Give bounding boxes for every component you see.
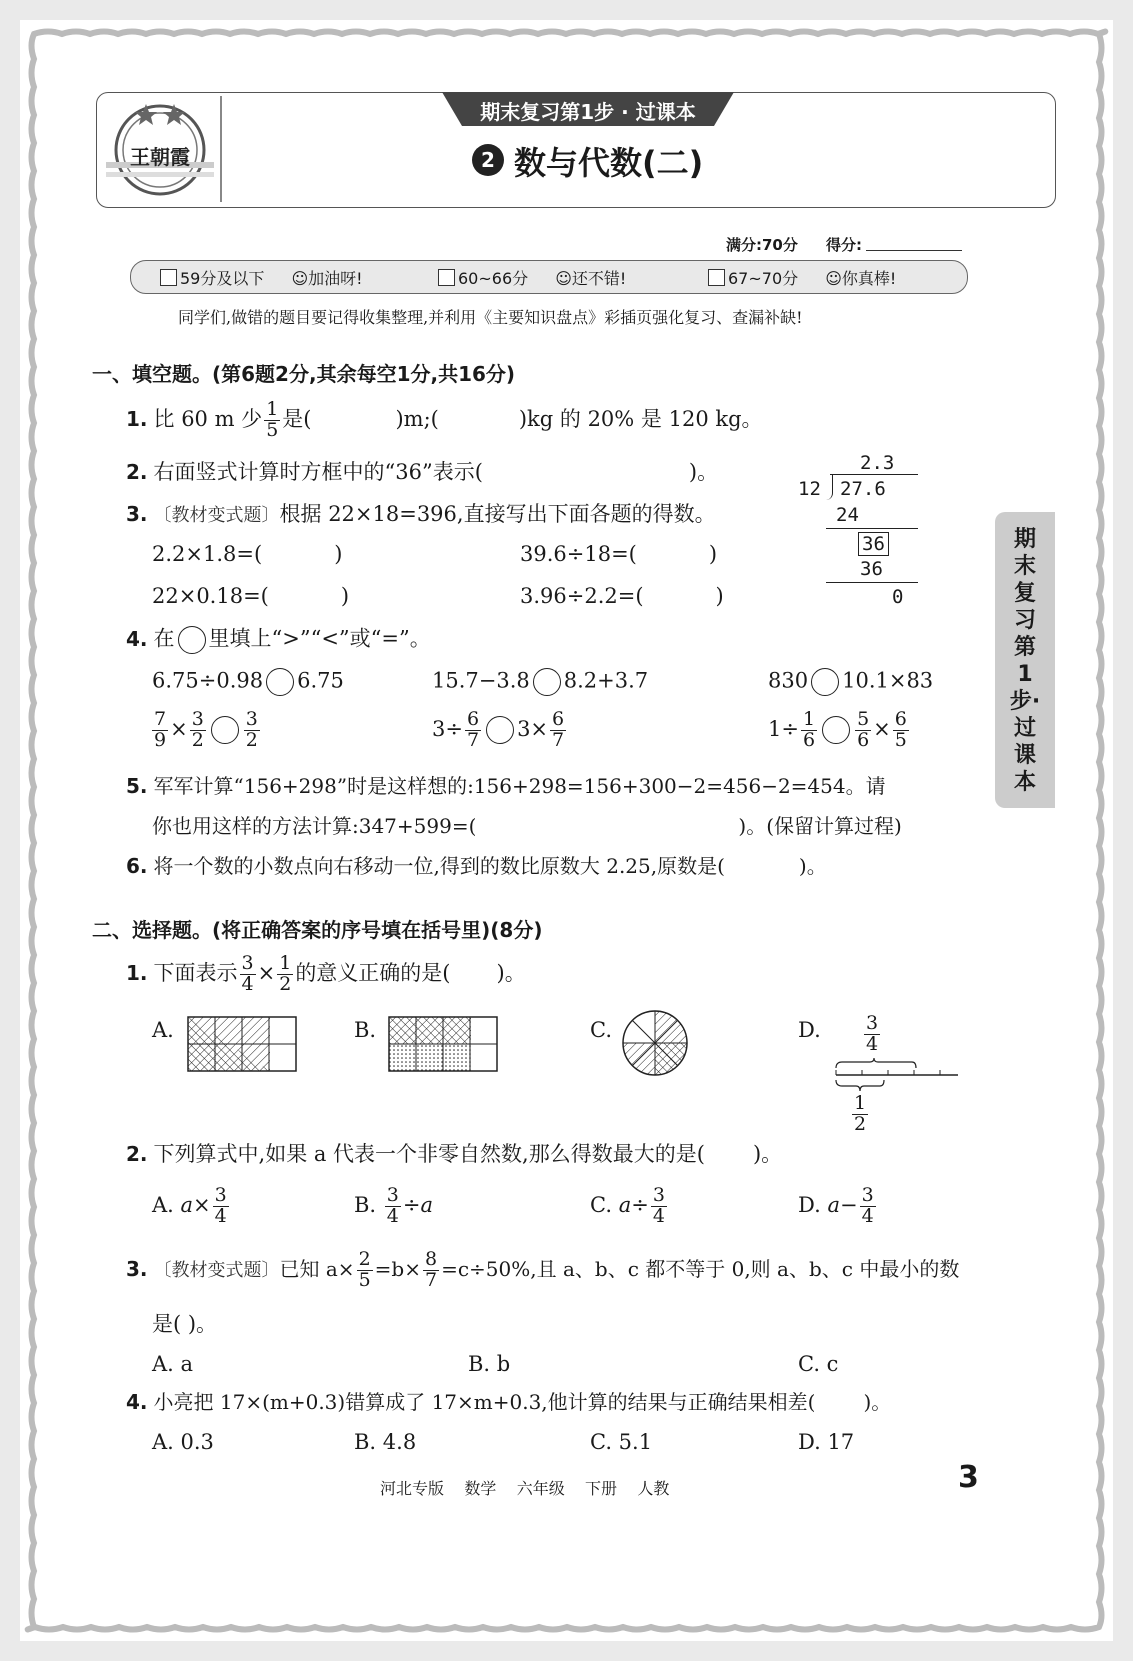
q2-3-optB[interactable]: B. b: [468, 1352, 511, 1376]
q2-4-optD[interactable]: D. 17: [798, 1430, 855, 1454]
figure-d-bottom-fraction: $\frac{1}{2}$: [854, 1092, 867, 1135]
step-banner: 期末复习第1步 · 过课本: [480, 100, 696, 124]
face-icon: ☺: [291, 269, 309, 288]
figure-d-top-fraction: $\frac{3}{4}$: [866, 1012, 879, 1055]
figure-a-grid: [187, 1016, 297, 1072]
q1-5-line2: 你也用这样的方法计算:347+599=( )。(保留计算过程): [152, 814, 902, 838]
division-divisor: 12: [798, 478, 821, 500]
q1-4-r1b: 15.7−3.8 8.2+3.7: [432, 668, 648, 696]
division-boxed-36: 36: [858, 532, 889, 556]
q2-2-optA[interactable]: A. a× $\frac{3}{4}$: [152, 1184, 227, 1227]
level-checkbox-3[interactable]: [708, 269, 725, 286]
compare-circle[interactable]: [811, 668, 839, 696]
side-tab-label: 期末复习第1步·过课本: [1009, 527, 1041, 795]
division-partial-1: 24: [836, 504, 859, 526]
face-icon: ☺: [825, 269, 842, 288]
division-partial-2: 36: [860, 558, 883, 580]
q1-2: 2. 右面竖式计算时方框中的“36”表示( )。: [126, 460, 719, 484]
q2-2: 2. 下列算式中,如果 a 代表一个非零自然数,那么得数最大的是( )。: [126, 1142, 783, 1166]
division-line-1: [826, 528, 918, 529]
score-level-2: 60~66分 ☺还不错!: [438, 266, 626, 289]
face-icon: ☺: [555, 269, 572, 288]
q2-2-optD[interactable]: D. a− $\frac{3}{4}$: [798, 1184, 874, 1227]
chapter-mark: 2: [472, 144, 504, 176]
q2-1-optD[interactable]: D.: [798, 1018, 821, 1042]
q1-4-r2b: 3÷ $\frac{6}{7}$ 3× $\frac{6}{7}$: [432, 708, 565, 751]
division-remainder: 0: [892, 586, 904, 608]
compare-circle[interactable]: [486, 716, 514, 744]
page-number: 3: [958, 1460, 979, 1495]
footer-text: 河北专版 数学 六年级 下册 人教: [380, 1479, 670, 1498]
compare-circle[interactable]: [178, 626, 206, 654]
figure-b-grid: [388, 1016, 498, 1072]
level-checkbox-2[interactable]: [438, 269, 455, 286]
section1-heading: 一、填空题。(第6题2分,其余每空1分,共16分): [92, 362, 516, 386]
figure-b: [388, 1016, 498, 1072]
q2-1: 1. 下面表示 $\frac{3}{4}$ × $\frac{1}{2}$ 的意义正确的是( )。: [126, 952, 526, 995]
compare-circle[interactable]: [533, 668, 561, 696]
notice: 同学们,做错的题目要记得收集整理,并利用《主要知识盘点》彩插页强化复习、查漏补缺!: [178, 308, 803, 327]
score-input[interactable]: [866, 250, 962, 251]
worksheet-page: [20, 20, 1113, 1641]
long-division: [760, 452, 920, 632]
q2-3: 3. 〔教材变式题〕已知 a× $\frac{2}{5}$ =b× $\frac{8}{7}$ =c÷50%,且 a、b、c 都不等于 0,则 a、b、c 中最小的数: [126, 1248, 960, 1291]
full-score: 满分:70分: [726, 236, 798, 254]
score-label: 得分:: [826, 236, 862, 254]
division-bar: [830, 474, 918, 475]
q1-3d: 3.96÷2.2=( ): [520, 584, 724, 608]
figure-a: [187, 1016, 297, 1072]
figure-c-circle: [620, 1008, 690, 1078]
q1-3a: 2.2×1.8=( ): [152, 542, 343, 566]
score-level-3: 67~70分 ☺你真棒!: [708, 266, 896, 289]
section2-heading: 二、选择题。(将正确答案的序号填在括号里)(8分): [92, 918, 543, 942]
q1-4-r1a: 6.75÷0.98 6.75: [152, 668, 344, 696]
q1-3: 3. 〔教材变式题〕根据 22×18=396,直接写出下面各题的得数。: [126, 502, 716, 526]
figure-d-number-line: [832, 1058, 960, 1092]
q2-3-line2: 是( )。: [152, 1312, 218, 1336]
logo-icon: [106, 98, 214, 198]
division-line-2: [826, 582, 918, 583]
q2-1-optC[interactable]: C.: [590, 1018, 612, 1042]
q1-4-r1c: 830 10.1×83: [768, 668, 933, 696]
q1-4-r2c: 1÷ $\frac{1}{6}$ $\frac{5}{6}$ × $\frac{6}{5}$: [768, 708, 907, 751]
compare-circle[interactable]: [211, 716, 239, 744]
q2-4-optA[interactable]: A. 0.3: [152, 1430, 214, 1454]
q2-2-optC[interactable]: C. a÷ $\frac{3}{4}$: [590, 1184, 665, 1227]
division-bracket: [826, 474, 833, 500]
level-checkbox-1[interactable]: [160, 269, 177, 286]
division-dividend: 27.6: [840, 478, 886, 500]
compare-circle[interactable]: [266, 668, 294, 696]
q2-4-optB[interactable]: B. 4.8: [354, 1430, 417, 1454]
compare-circle[interactable]: [822, 716, 850, 744]
q2-1-optB[interactable]: B.: [354, 1018, 377, 1042]
figure-d: [832, 1014, 962, 1134]
q2-3-optC[interactable]: C. c: [798, 1352, 839, 1376]
q2-3-optA[interactable]: A. a: [152, 1352, 194, 1376]
q1-3b: 39.6÷18=( ): [520, 542, 718, 566]
page-title: 数与代数(二): [514, 144, 704, 182]
division-quotient: 2.3: [860, 452, 895, 474]
q2-2-optB[interactable]: B. $\frac{3}{4}$ ÷a: [354, 1184, 434, 1227]
q2-4-optC[interactable]: C. 5.1: [590, 1430, 653, 1454]
q1-4-r2a: $\frac{7}{9}$ × $\frac{3}{2}$ $\frac{3}{2}$: [154, 708, 258, 751]
logo-text: 王朝霞: [130, 145, 190, 169]
q2-1-optA[interactable]: A.: [152, 1018, 174, 1042]
q1-3c: 22×0.18=( ): [152, 584, 350, 608]
score-level-1: 59分及以下 ☺加油呀!: [160, 266, 363, 289]
q1-1: 1. 比 60 m 少 $\frac{1}{5}$ 是( )m;( )kg 的 20% 是 120 kg。: [126, 398, 763, 441]
q1-5: 5. 军军计算“156+298”时是这样想的:156+298=156+300−2=456−2=454。请: [126, 774, 886, 798]
q1-6: 6. 将一个数的小数点向右移动一位,得到的数比原数大 2.25,原数是( )。: [126, 854, 827, 878]
q1-4: 4. 在 里填上“>”“<”或“=”。: [126, 626, 431, 654]
q2-4: 4. 小亮把 17×(m+0.3)错算成了 17×m+0.3,他计算的结果与正确结果相差( )。: [126, 1390, 892, 1414]
header-divider: [220, 96, 222, 202]
